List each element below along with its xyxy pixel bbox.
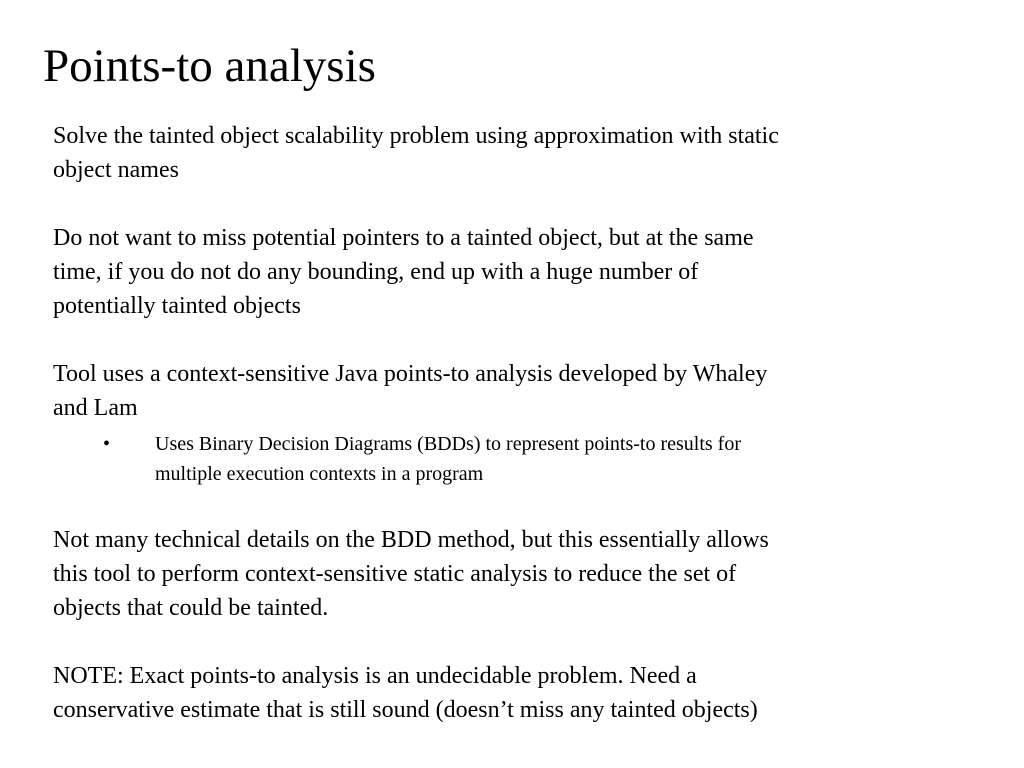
- paragraph-bdd-details: [53, 523, 923, 625]
- paragraph-tool-analysis: [53, 357, 923, 489]
- text-line: Not many technical details on the BDD method, but this essentially allows: [53, 527, 769, 553]
- text-line: object names: [53, 157, 179, 183]
- text-line: time, if you do not do any bounding, end up with a huge number of: [53, 259, 699, 285]
- text-line: this tool to perform context-sensitive static analysis to reduce the set of: [53, 561, 737, 587]
- text-line: and Lam: [53, 395, 138, 421]
- slide-body: [53, 119, 923, 727]
- text-line: potentially tainted objects: [53, 293, 301, 319]
- text-line: Tool uses a context-sensitive Java points-to analysis developed by Whaley: [53, 361, 768, 387]
- bullet-icon: •: [103, 433, 111, 455]
- text-line: Solve the tainted object scalability problem using approximation with static: [53, 123, 779, 149]
- text-line: multiple execution contexts in a program: [155, 463, 484, 485]
- paragraph-note: [53, 659, 923, 727]
- paragraph-potential-pointers: [53, 221, 923, 323]
- text-line: NOTE: Exact points-to analysis is an undecidable problem. Need a: [53, 663, 697, 689]
- text-line: Uses Binary Decision Diagrams (BDDs) to represent points-to results for: [155, 433, 741, 455]
- bullet-item-bdd: [53, 429, 923, 489]
- text-line: objects that could be tainted.: [53, 595, 329, 621]
- slide-title: Points-to analysis: [43, 40, 376, 92]
- bullet-list: [53, 429, 923, 489]
- text-line: conservative estimate that is still sound (doesn’t miss any tainted objects): [53, 697, 758, 723]
- paragraph-scalability: [53, 119, 923, 187]
- text-line: Do not want to miss potential pointers to a tainted object, but at the same: [53, 225, 754, 251]
